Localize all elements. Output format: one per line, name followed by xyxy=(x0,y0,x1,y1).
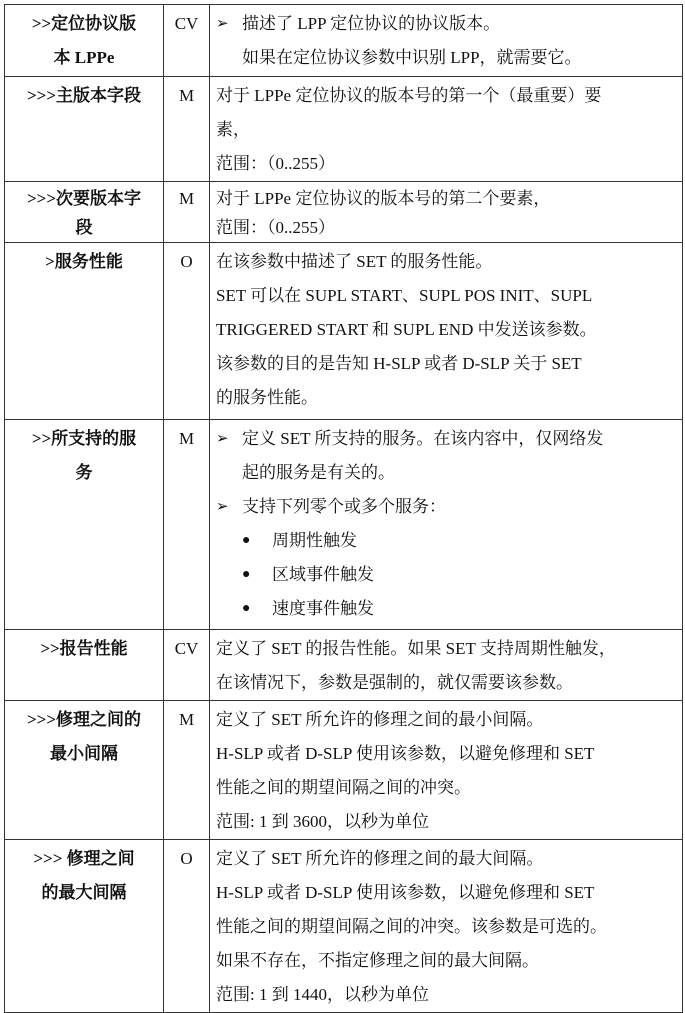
desc-line: 描述了 LPP 定位协议的协议版本。 xyxy=(242,14,501,33)
parameter-name xyxy=(5,243,164,420)
desc-line: 在该情况下，参数是强制的，就仅需要该参数。 xyxy=(216,673,573,692)
desc-line: TRIGGERED START 和 SUPL END 中发送该参数。 xyxy=(216,320,597,339)
desc-line: 定义了 SET 的报告性能。如果 SET 支持周期性触发， xyxy=(216,639,616,658)
presence-flag: CV xyxy=(164,5,210,77)
dot-bullet-icon: ● xyxy=(242,601,251,616)
name-line: 务 xyxy=(75,463,93,482)
presence-flag: O xyxy=(164,840,210,1013)
desc-line: 定义了 SET 所允许的修理之间的最小间隔。 xyxy=(216,710,544,729)
desc-line: 如果在定位协议参数中识别 LPP，就需要它。 xyxy=(242,48,582,67)
arrow-bullet-icon: ➢ xyxy=(216,499,229,515)
parameter-name xyxy=(5,420,164,630)
table-row xyxy=(5,243,683,420)
name-line: >服务性能 xyxy=(45,252,123,271)
bullet-list-item xyxy=(216,524,678,558)
name-line: >>>次要版本字 xyxy=(26,189,142,208)
desc-line: 性能之间的期望间隔之间的冲突。该参数是可选的。 xyxy=(216,917,607,936)
name-line: >>所支持的服 xyxy=(31,429,137,448)
parameter-description xyxy=(210,5,683,77)
table-row xyxy=(5,5,683,77)
parameter-description xyxy=(210,701,683,840)
arrow-bullet-icon: ➢ xyxy=(216,16,229,32)
desc-line: 范围：（0..255） xyxy=(216,154,335,173)
bullet-list-item xyxy=(216,558,678,592)
parameter-description xyxy=(210,630,683,701)
bullet-text: 速度事件触发 xyxy=(272,599,374,618)
desc-line: 范围: 1 到 3600，以秒为单位 xyxy=(216,812,429,831)
table-row xyxy=(5,840,683,1013)
name-line: 最小间隔 xyxy=(50,744,118,763)
arrow-list-item xyxy=(216,490,678,524)
desc-line: 起的服务是有关的。 xyxy=(242,463,395,482)
presence-flag: CV xyxy=(164,630,210,701)
desc-line: H-SLP 或者 D-SLP 使用该参数，以避免修理和 SET xyxy=(216,883,595,902)
table-row xyxy=(5,630,683,701)
parameter-description xyxy=(210,182,683,243)
name-line: >>> 修理之间 xyxy=(33,849,135,868)
desc-line: 如果不存在，不指定修理之间的最大间隔。 xyxy=(216,951,539,970)
table-row xyxy=(5,182,683,243)
dot-bullet-icon: ● xyxy=(242,533,251,548)
name-line: 本 LPPe xyxy=(53,48,115,67)
parameter-name xyxy=(5,5,164,77)
presence-flag: M xyxy=(164,701,210,840)
parameter-table xyxy=(4,4,683,1013)
parameter-name xyxy=(5,701,164,840)
desc-line: 该参数的目的是告知 H-SLP 或者 D-SLP 关于 SET xyxy=(216,354,582,373)
presence-flag: M xyxy=(164,420,210,630)
desc-line: H-SLP 或者 D-SLP 使用该参数，以避免修理和 SET xyxy=(216,744,595,763)
desc-line: 支持下列零个或多个服务： xyxy=(242,497,446,516)
table-row xyxy=(5,77,683,182)
arrow-list-item xyxy=(216,7,678,75)
arrow-bullet-icon: ➢ xyxy=(216,431,229,447)
presence-flag: M xyxy=(164,182,210,243)
desc-line: 范围: 1 到 1440，以秒为单位 xyxy=(216,985,429,1004)
parameter-description xyxy=(210,840,683,1013)
parameter-description xyxy=(210,243,683,420)
desc-line: 性能之间的期望间隔之间的冲突。 xyxy=(216,778,471,797)
table-row xyxy=(5,420,683,630)
parameter-name xyxy=(5,77,164,182)
desc-line: SET 可以在 SUPL START、SUPL POS INIT、SUPL xyxy=(216,286,593,305)
table-row xyxy=(5,701,683,840)
bullet-list-item xyxy=(216,592,678,626)
name-line: >>定位协议版 xyxy=(31,14,137,33)
desc-line: 的服务性能。 xyxy=(216,388,318,407)
dot-bullet-icon: ● xyxy=(242,567,251,582)
desc-line: 对于 LPPe 定位协议的版本号的第一个（最重要）要 xyxy=(216,86,602,105)
arrow-list-item xyxy=(216,422,678,490)
presence-flag: O xyxy=(164,243,210,420)
name-line: >>>主版本字段 xyxy=(26,86,142,105)
name-line: >>报告性能 xyxy=(40,639,128,658)
parameter-description xyxy=(210,77,683,182)
desc-line: 定义了 SET 所允许的修理之间的最大间隔。 xyxy=(216,849,544,868)
name-line: >>>修理之间的 xyxy=(26,710,142,729)
desc-line: 定义 SET 所支持的服务。在该内容中，仅网络发 xyxy=(242,429,604,448)
desc-line: 范围：（0..255） xyxy=(216,218,335,237)
name-line: 段 xyxy=(75,218,93,237)
desc-line: 在该参数中描述了 SET 的服务性能。 xyxy=(216,252,493,271)
presence-flag: M xyxy=(164,77,210,182)
parameter-description xyxy=(210,420,683,630)
desc-line: 对于 LPPe 定位协议的版本号的第二个要素， xyxy=(216,189,551,208)
parameter-name xyxy=(5,182,164,243)
desc-line: 素， xyxy=(216,120,250,139)
parameter-name xyxy=(5,630,164,701)
bullet-text: 周期性触发 xyxy=(272,531,357,550)
name-line: 的最大间隔 xyxy=(41,883,127,902)
bullet-text: 区域事件触发 xyxy=(272,565,374,584)
parameter-name xyxy=(5,840,164,1013)
